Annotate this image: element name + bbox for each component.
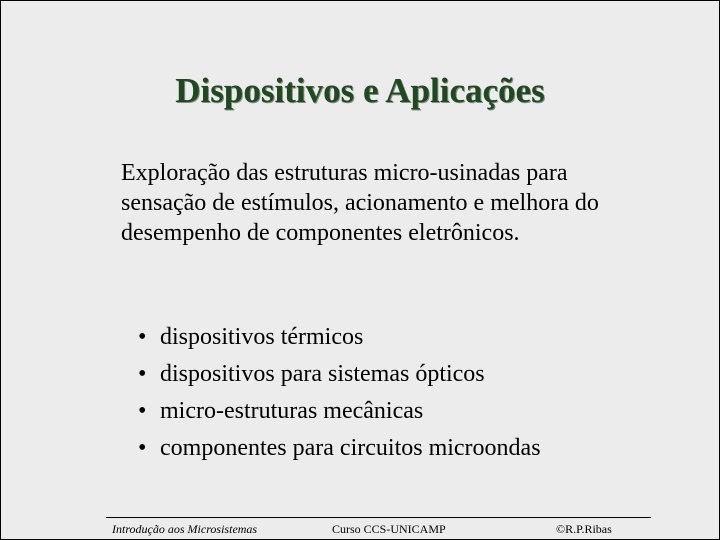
list-item	[138, 319, 541, 356]
list-item	[138, 356, 541, 393]
bullet-icon: •	[138, 398, 147, 424]
bullet-list	[138, 319, 541, 467]
bullet-text: dispositivos para sistemas ópticos	[160, 361, 485, 387]
footer-copyright: ©R.P.Ribas	[556, 522, 612, 536]
intro-paragraph: Exploração das estruturas micro-usinadas para sensação de estímulos, acionamento e melhora do desempenho de componentes eletrônicos.	[121, 160, 599, 246]
bullet-text: dispositivos térmicos	[160, 324, 364, 350]
footer-course-title: Introdução aos Microsistemas	[112, 522, 258, 536]
footer-divider	[106, 517, 651, 518]
bullet-icon: •	[138, 361, 147, 387]
bullet-icon: •	[138, 435, 147, 461]
footer-institution: Curso CCS-UNICAMP	[332, 522, 446, 536]
list-item	[138, 430, 541, 467]
bullet-text: micro-estruturas mecânicas	[160, 398, 424, 424]
list-item	[138, 393, 541, 430]
slide-title: Dispositivos e Aplicações	[175, 71, 545, 110]
bullet-icon: •	[138, 324, 147, 350]
bullet-text: componentes para circuitos microondas	[160, 435, 541, 461]
